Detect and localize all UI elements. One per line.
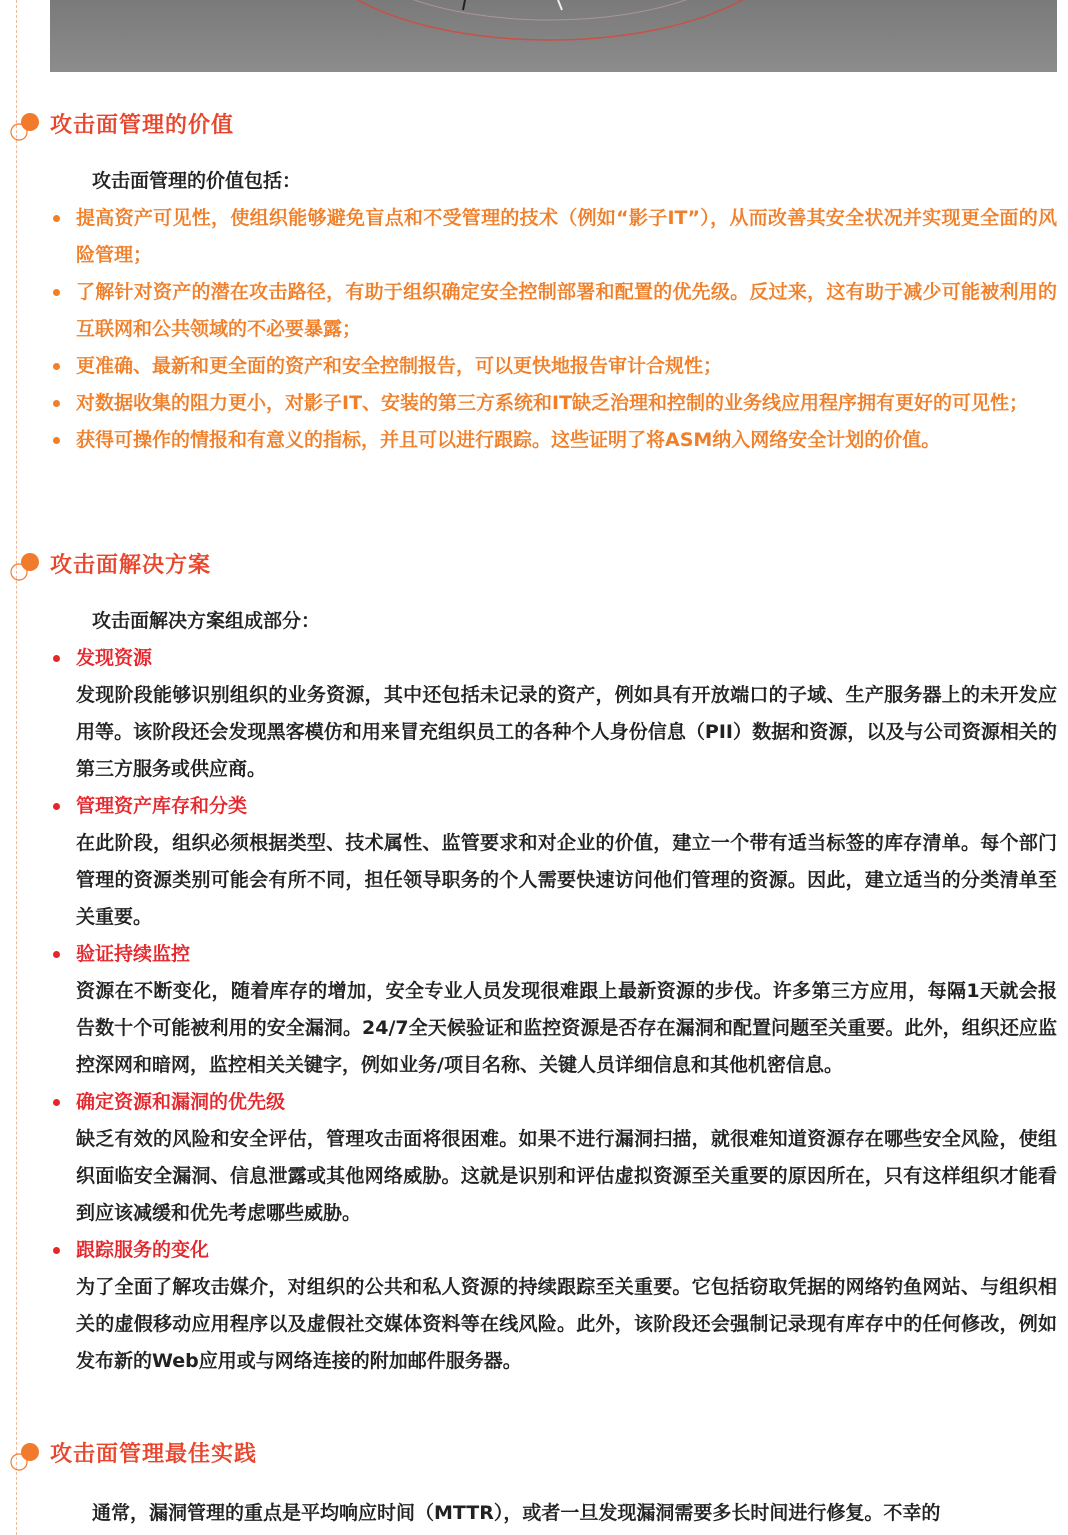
solution-item-heading: 验证持续监控 <box>76 943 191 965</box>
section-intro-value: 攻击面管理的价值包括： <box>92 170 302 192</box>
solution-item <box>50 640 1057 788</box>
solution-item-body: 缺乏有效的风险和安全评估，管理攻击面将很困难。如果不进行漏洞扫描，就很难知道资源存在哪些安全风险，使组织面临安全漏洞、信息泄露或其他网络威胁。这就是识别和评估虚拟资源至关重要的原因所在，只有这样组织才能看到应该减缓和优先考虑哪些威胁。 <box>76 1128 1057 1224</box>
solution-item <box>50 788 1057 936</box>
value-list-item: 获得可操作的情报和有意义的指标，并且可以进行跟踪。这些证明了将ASM纳入网络安全计划的价值。 <box>50 422 1057 459</box>
section-bullet-icon <box>6 1440 40 1474</box>
solution-item <box>50 1084 1057 1232</box>
section-intro-best-practice: 通常，漏洞管理的重点是平均响应时间（MTTR），或者一旦发现漏洞需要多长时间进行修复。不幸的 <box>92 1502 941 1524</box>
value-list-item: 更准确、最新和更全面的资产和安全控制报告，可以更快地报告审计合规性； <box>50 348 1057 385</box>
section-title-value: 攻击面管理的价值 <box>50 113 235 138</box>
solution-item-heading: 确定资源和漏洞的优先级 <box>76 1091 286 1113</box>
hero-graphic <box>50 0 1057 72</box>
timeline-dashed-line <box>16 0 17 1535</box>
solution-list <box>50 640 1057 1380</box>
value-list-item: 提高资产可见性，使组织能够避免盲点和不受管理的技术（例如“影子IT”），从而改善其安全状况并实现更全面的风险管理； <box>50 200 1057 274</box>
section-title-best-practice: 攻击面管理最佳实践 <box>50 1442 258 1467</box>
solution-item-body: 资源在不断变化，随着库存的增加，安全专业人员发现很难跟上最新资源的步伐。许多第三方应用，每隔1天就会报告数十个可能被利用的安全漏洞。24/7全天候验证和监控资源是否存在漏洞和配置问题至关重要。此外，组织还应监控深网和暗网，监控相关关键字，例如业务/项目名称、关键人员详细信息和其他机密信息。 <box>76 980 1057 1076</box>
solution-item-body: 为了全面了解攻击媒介，对组织的公共和私人资源的持续跟踪至关重要。它包括窃取凭据的网络钓鱼网站、与组织相关的虚假移动应用程序以及虚假社交媒体资料等在线风险。此外，该阶段还会强制记录现有库存中的任何修改，例如发布新的Web应用或与网络连接的附加邮件服务器。 <box>76 1276 1057 1372</box>
value-list <box>50 200 1057 459</box>
section-title-solution: 攻击面解决方案 <box>50 553 212 578</box>
value-list-item: 对数据收集的阻力更小，对影子IT、安装的第三方系统和IT缺乏治理和控制的业务线应用程序拥有更好的可见性； <box>50 385 1057 422</box>
header-image <box>50 0 1057 72</box>
solution-item-heading: 跟踪服务的变化 <box>76 1239 210 1261</box>
solution-item <box>50 1232 1057 1380</box>
solution-item <box>50 936 1057 1084</box>
section-intro-solution: 攻击面解决方案组成部分： <box>92 610 321 632</box>
value-list-item: 了解针对资产的潜在攻击路径，有助于组织确定安全控制部署和配置的优先级。反过来，这有助于减少可能被利用的互联网和公共领域的不必要暴露； <box>50 274 1057 348</box>
solution-item-heading: 发现资源 <box>76 647 153 669</box>
section-bullet-icon <box>6 110 40 144</box>
section-bullet-icon <box>6 550 40 584</box>
solution-item-body: 发现阶段能够识别组织的业务资源，其中还包括未记录的资产，例如具有开放端口的子域、生产服务器上的未开发应用等。该阶段还会发现黑客模仿和用来冒充组织员工的各种个人身份信息（PII）数据和资源，以及与公司资源相关的第三方服务或供应商。 <box>76 684 1057 780</box>
solution-item-heading: 管理资产库存和分类 <box>76 795 248 817</box>
solution-item-body: 在此阶段，组织必须根据类型、技术属性、监管要求和对企业的价值，建立一个带有适当标签的库存清单。每个部门管理的资源类别可能会有所不同，担任领导职务的个人需要快速访问他们管理的资源。因此，建立适当的分类清单至关重要。 <box>76 832 1057 928</box>
